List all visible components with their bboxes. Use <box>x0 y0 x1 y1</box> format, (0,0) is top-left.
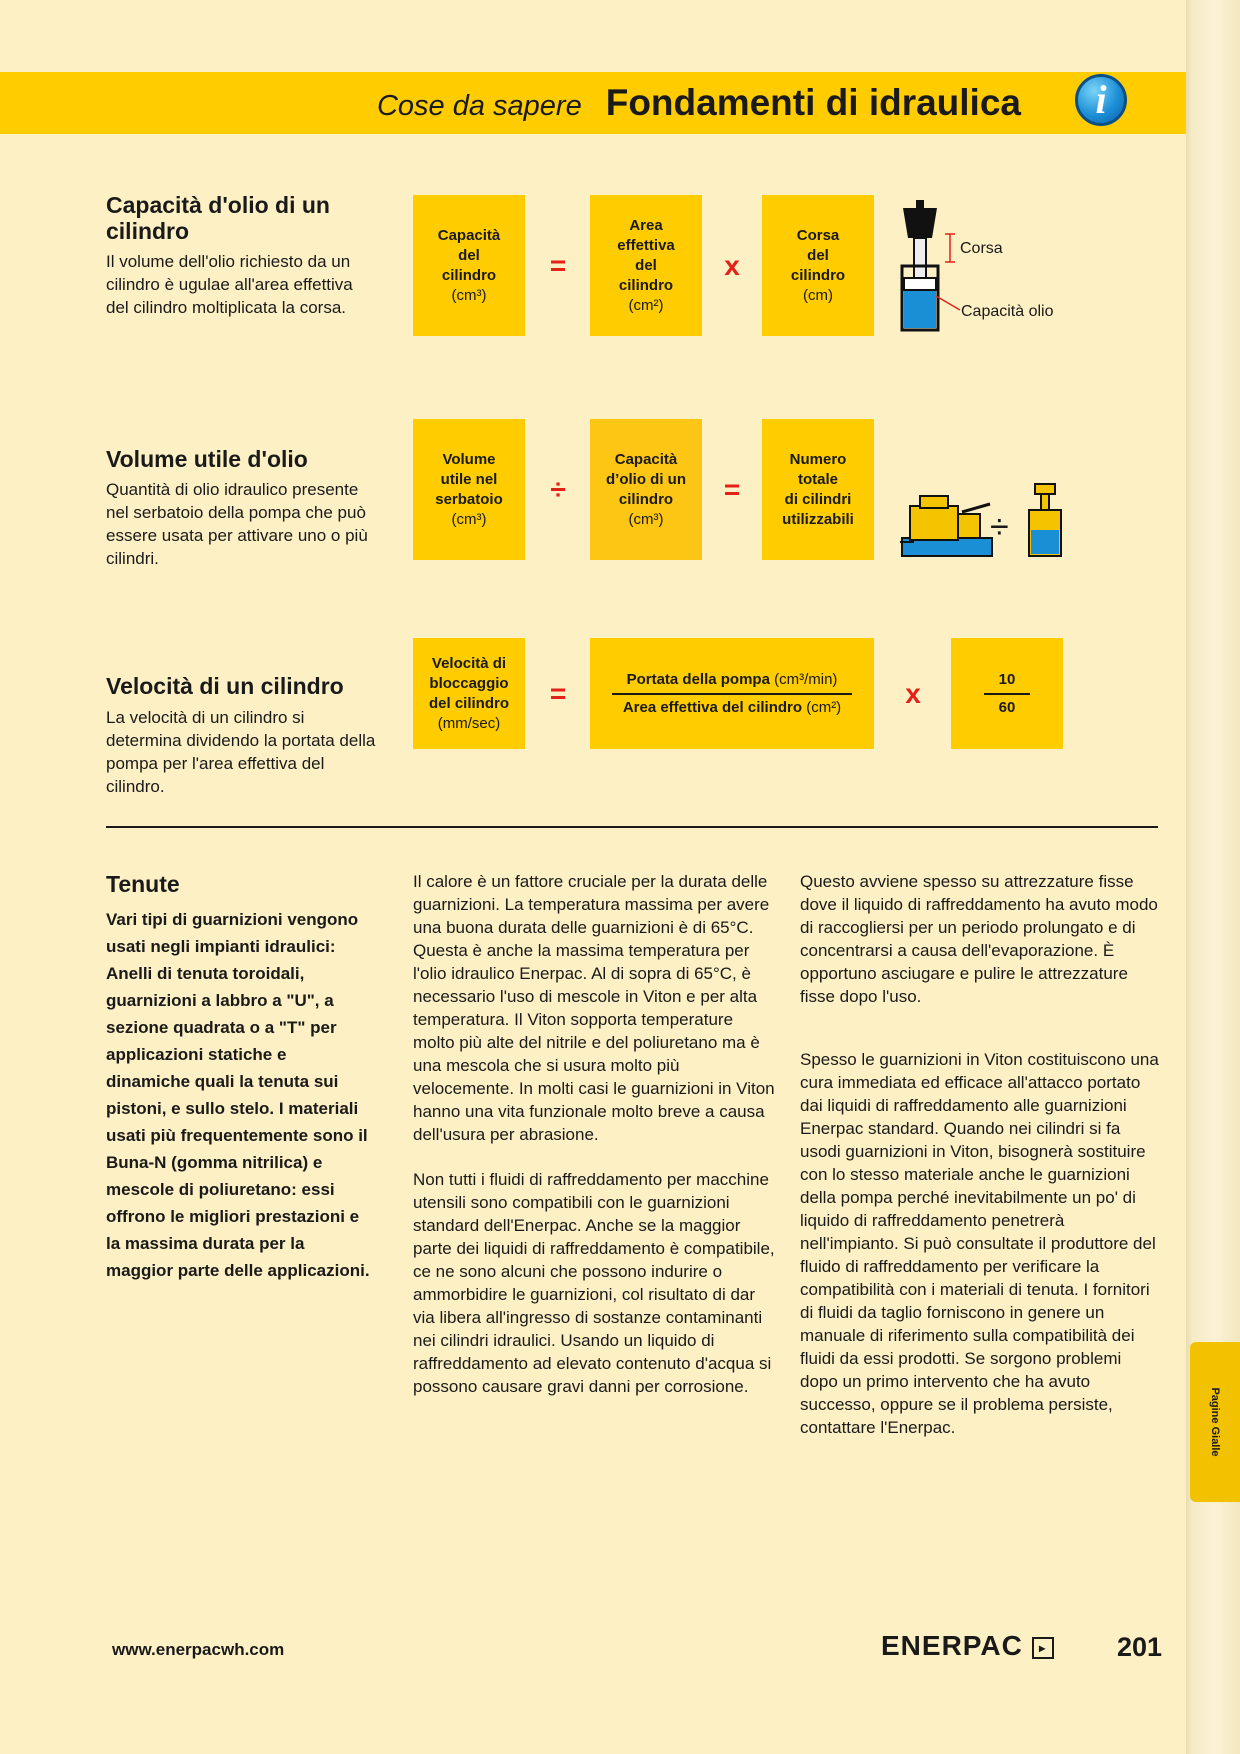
section-divider <box>106 826 1158 828</box>
section3-text: La velocità di un cilindro si determina dividendo la portata della pompa per l'area effettiva del cilindro. <box>106 708 376 796</box>
box-area-effettiva: Area effettiva del cilindro (cm²) <box>590 195 702 336</box>
tenute-column-2 <box>413 870 778 1420</box>
box-capacita-olio-cilindro: Capacità d’olio di un cilindro (cm³) <box>590 419 702 560</box>
ratio-line <box>984 693 1030 695</box>
ratio-numerator: 10 <box>998 670 1016 688</box>
cylinder-illustration <box>890 198 970 333</box>
page-number: 201 <box>1117 1632 1163 1662</box>
col3-paragraph-1: Questo avviene spesso su attrezzature fisse dove il liquido di raffreddamento ha avuto modo di raccogliersi per un periodo prolungato e di concentrarsi a causa dell'evaporazione. È opportuno asciugare e pulire le attrezzature fisse dopo l'uso. <box>800 872 1158 1006</box>
equals-operator: = <box>723 474 741 505</box>
multiply-operator: x <box>905 678 921 709</box>
header-title-group <box>377 72 1021 134</box>
tenute-intro: Vari tipi di guarnizioni vengono usati negli impianti idraulici: Anelli di tenuta toroidali, guarnizioni a labbro a "U", a sezione quadrata o a "T" per applicazioni statiche e dinamiche quali la tenuta sui pistoni, e sullo stelo. I materiali usati più frequentemente sono il Buna-N (gomma nitrilica) e mescole di poliuretano: essi offrono le migliori prestazioni e la massima durata per la maggior parte delle applicazioni. <box>106 910 370 1280</box>
divide-operator: ÷ <box>550 474 566 505</box>
side-tab-pagine-gialle[interactable] <box>1190 1342 1240 1502</box>
box-portata-area: Portata della pompa (cm³/min) Area effettiva del cilindro (cm²) <box>590 638 874 749</box>
page-title: Fondamenti di idraulica <box>605 82 1021 123</box>
header-subtitle: Cose da sapere <box>376 90 582 122</box>
ratio-denominator: 60 <box>998 698 1016 716</box>
section3-title: Velocità di un cilindro <box>106 673 344 699</box>
section2-text: Quantità di olio idraulico presente nel serbatoio della pompa che può essere usata per attivare uno o più cilindri. <box>106 480 368 568</box>
section1-text: Il volume dell'olio richiesto da un cilindro è ugulae all'area effettiva del cilindro moltiplicata la corsa. <box>106 252 353 317</box>
box-volume-utile: Volume utile nel serbatoio (cm³) <box>413 419 525 560</box>
logo-mark-icon: ▸ <box>1032 1637 1054 1659</box>
col2-paragraph-1: Il calore è un fattore cruciale per la durata delle guarnizioni. La temperatura massima per avere una buona durata delle guarnizioni è di 65°C. Questa è anche la massima temperatura per l'olio idraulico Enerpac. Al di sopra di 65°C, è necessario l'uso di mescole in Viton e per alta temperatura. Il Viton sopporta temperature molto più alte del nitrile e del poliuretano ma è una mescola che si usura molto più velocemente. In molti casi le guarnizioni in Viton hanno una vita funzionale molto breve a causa dell'usura per abrasione. <box>413 872 775 1144</box>
enerpac-logo: ENERPAC ▸ <box>881 1630 1054 1662</box>
numerator-label: Portata della pompa <box>626 670 770 688</box>
col2-paragraph-2: Non tutti i fluidi di raffreddamento per macchine utensili sono compatibili con le guarnizioni standard dell'Enerpac. Anche se la maggior parte dei liquidi di raffreddamento è compatibile, ce ne sono alcuni che possono indurire o ammorbidire le guarnizioni, col risultato di dar via libera all'ingresso di sostanze contaminanti nei cilindri idraulici. Usando un liquido di raffreddamento ad elevato contenuto d'acqua si possono causare gravi danni per corrosione. <box>413 1170 775 1396</box>
multiply-operator: x <box>724 250 740 281</box>
section1-title: Capacità d'olio di un cilindro <box>106 192 330 244</box>
section2-title: Volume utile d'olio <box>106 446 308 472</box>
small-cylinder-illustration <box>1025 482 1065 558</box>
label-corsa: Corsa <box>960 240 1003 257</box>
pump-illustration <box>900 480 995 560</box>
tenute-column-3 <box>800 870 1160 1461</box>
tenute-title: Tenute <box>106 871 180 897</box>
box-capacita-cilindro: Capacità del cilindro (cm³) <box>413 195 525 336</box>
equals-operator: = <box>549 678 567 709</box>
info-icon: i <box>1075 74 1127 126</box>
footer-url[interactable]: www.enerpacwh.com <box>112 1640 285 1659</box>
equals-operator: = <box>549 250 567 281</box>
box-ratio <box>951 638 1063 749</box>
col3-paragraph-2: Spesso le guarnizioni in Viton costituiscono una cura immediata ed efficace all'attacco portato dai liquidi di raffreddamento alle guarnizioni Enerpac standard. Quando nei cilindri si fa usodi guarnizioni in Viton, bisognerà sostituire con lo stesso materiale anche le guarnizioni della pompa perché inevitabilmente un po' di liquido di raffreddamento penetrerà nell'impianto. Si può consultate il produttore del fluido di raffreddamento per verificare la compatibilità con i materiali di tenuta. I fornitori di fluidi da taglio forniscono in genere un manuale di riferimento sulla compatibilità dei fluidi da essi prodotti. Se sorgono problemi dopo un primo intervento che ha avuto successo, oppure se il problema persiste, contattare l'Enerpac. <box>800 1050 1159 1437</box>
fraction-line <box>612 693 852 695</box>
label-capacita-olio: Capacità olio <box>961 303 1054 320</box>
box-velocita-bloccaggio: Velocità di bloccaggio del cilindro (mm/sec) <box>413 638 525 749</box>
header-band <box>0 72 1186 134</box>
illustration-divide: ÷ <box>990 508 1009 546</box>
denominator-label: Area effettiva del cilindro <box>622 698 803 716</box>
box-numero-cilindri: Numero totale di cilindri utilizzabili <box>762 419 874 560</box>
side-tab-label: Pagine Gialle <box>1209 1387 1221 1457</box>
box-corsa-cilindro: Corsa del cilindro (cm) <box>762 195 874 336</box>
